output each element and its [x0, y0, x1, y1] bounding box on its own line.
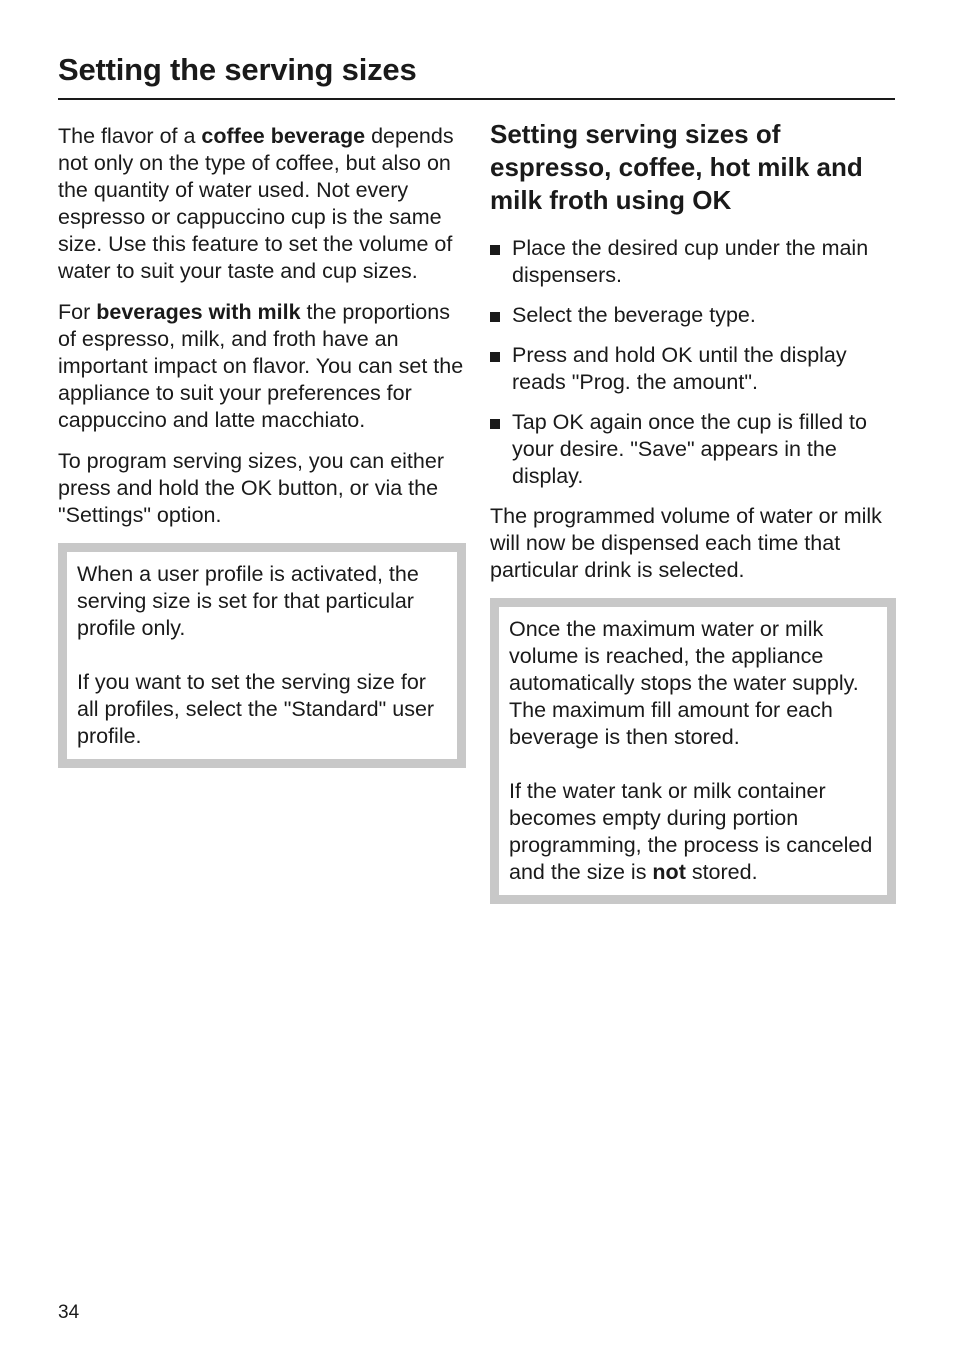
intro-text-end: depends not only on the type of coffee, but also on the quantity of water used. Not every espresso or cappuccino cup is the same size. Use this feature to set the volume of water to suit your taste and cup sizes. — [58, 124, 454, 283]
step-text: Press and hold OK until the display reads "Prog. the amount". — [512, 343, 847, 394]
left-column — [58, 123, 466, 768]
empty-bold-term: not — [652, 860, 686, 884]
empty-text-end: stored. — [685, 860, 758, 884]
milk-text-end: the proportions of espresso, milk, and froth have an important impact on flavor. You can set the appliance to suit your preferences for cappuccino and latte macchiato. — [58, 300, 464, 432]
maximum-volume-note-box — [490, 598, 896, 904]
note-text-profile-active: When a user profile is activated, the serving size is set for that particular profile only. — [77, 562, 419, 640]
instruction-steps-list — [490, 235, 896, 490]
step-text: Select the beverage type. — [512, 303, 756, 327]
note-text-all-profiles: If you want to set the serving size for all profiles, select the "Standard" user profile. — [77, 670, 435, 748]
section-heading: Setting serving sizes of espresso, coffee, hot milk and milk froth using OK — [490, 119, 863, 215]
program-paragraph: To program serving sizes, you can either press and hold the OK button, or via the "Settings" option. — [58, 449, 444, 527]
list-item — [490, 342, 896, 396]
square-bullet-icon — [490, 312, 500, 322]
page-number: 34 — [58, 1302, 80, 1323]
user-profile-note-box — [58, 543, 466, 768]
milk-paragraph — [58, 299, 466, 434]
milk-bold-term: beverages with milk — [96, 300, 301, 324]
empty-text-start: If the water tank or milk container becomes empty during portion programming, the process is canceled and the size is — [509, 779, 873, 884]
intro-bold-term: coffee beverage — [201, 124, 366, 148]
intro-paragraph — [58, 123, 466, 285]
result-paragraph: The programmed volume of water or milk will now be dispensed each time that particular drink is selected. — [490, 504, 882, 582]
note-text-maximum-volume: Once the maximum water or milk volume is reached, the appliance automatically stops the water supply. The maximum fill amount for each beverage is then stored. — [509, 617, 859, 749]
list-item — [490, 409, 896, 490]
square-bullet-icon — [490, 352, 500, 362]
list-item — [490, 302, 896, 329]
milk-text-start: For — [58, 300, 97, 324]
right-column — [490, 118, 896, 904]
step-text: Place the desired cup under the main dispensers. — [512, 236, 869, 287]
intro-text-start: The flavor of a — [58, 124, 202, 148]
square-bullet-icon — [490, 419, 500, 429]
page-title: Setting the serving sizes — [58, 52, 417, 87]
note-text-empty-container — [509, 778, 877, 886]
step-text: Tap OK again once the cup is filled to your desire. "Save" appears in the display. — [512, 410, 867, 488]
title-divider — [58, 98, 895, 100]
list-item — [490, 235, 896, 289]
square-bullet-icon — [490, 245, 500, 255]
